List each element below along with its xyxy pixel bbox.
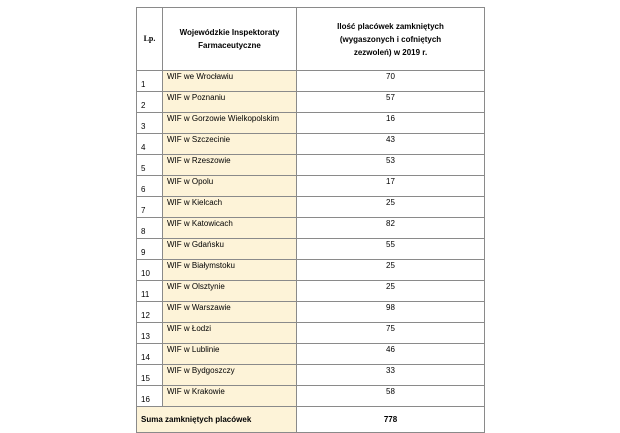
sum-row bbox=[137, 407, 485, 433]
row-inspectorate: WIF w Krakowie bbox=[163, 386, 297, 407]
row-inspectorate: WIF w Łodzi bbox=[163, 323, 297, 344]
row-closed-count: 70 bbox=[297, 71, 485, 92]
row-inspectorate: WIF w Kielcach bbox=[163, 197, 297, 218]
header-closed-count-line3: zezwoleń) w 2019 r. bbox=[353, 47, 428, 57]
row-closed-count: 55 bbox=[297, 239, 485, 260]
row-inspectorate: WIF we Wrocławiu bbox=[163, 71, 297, 92]
header-inspectorate-line2: Farmaceutyczne bbox=[198, 41, 261, 50]
table-header-row bbox=[137, 8, 485, 71]
row-closed-count: 46 bbox=[297, 344, 485, 365]
header-closed-count-line1: Ilość placówek zamkniętych bbox=[337, 21, 444, 31]
table-row bbox=[137, 113, 485, 134]
row-closed-count: 58 bbox=[297, 386, 485, 407]
row-closed-count: 25 bbox=[297, 260, 485, 281]
table-row bbox=[137, 197, 485, 218]
row-inspectorate: WIF w Opolu bbox=[163, 176, 297, 197]
table-row bbox=[137, 71, 485, 92]
row-inspectorate: WIF w Rzeszowie bbox=[163, 155, 297, 176]
row-closed-count: 57 bbox=[297, 92, 485, 113]
row-lp: 13 bbox=[137, 323, 163, 344]
row-inspectorate: WIF w Białymstoku bbox=[163, 260, 297, 281]
table-row bbox=[137, 92, 485, 113]
row-inspectorate: WIF w Katowicach bbox=[163, 218, 297, 239]
table-row bbox=[137, 218, 485, 239]
row-closed-count: 98 bbox=[297, 302, 485, 323]
row-closed-count: 17 bbox=[297, 176, 485, 197]
row-closed-count: 16 bbox=[297, 113, 485, 134]
header-closed-count-line2: (wygaszonych i cofniętych bbox=[339, 34, 442, 44]
sum-value: 778 bbox=[297, 407, 485, 433]
row-lp: 7 bbox=[137, 197, 163, 218]
table-row bbox=[137, 365, 485, 386]
row-closed-count: 25 bbox=[297, 197, 485, 218]
header-lp: Lp. bbox=[137, 8, 163, 71]
row-inspectorate: WIF w Olsztynie bbox=[163, 281, 297, 302]
table-row bbox=[137, 386, 485, 407]
table-row bbox=[137, 302, 485, 323]
row-closed-count: 75 bbox=[297, 323, 485, 344]
row-inspectorate: WIF w Gorzowie Wielkopolskim bbox=[163, 113, 297, 134]
row-closed-count: 43 bbox=[297, 134, 485, 155]
row-lp: 11 bbox=[137, 281, 163, 302]
row-closed-count: 53 bbox=[297, 155, 485, 176]
header-inspectorate-line1: Wojewódzkie Inspektoraty bbox=[179, 28, 280, 37]
row-lp: 3 bbox=[137, 113, 163, 134]
row-inspectorate: WIF w Szczecinie bbox=[163, 134, 297, 155]
table-row bbox=[137, 134, 485, 155]
row-lp: 14 bbox=[137, 344, 163, 365]
row-inspectorate: WIF w Gdańsku bbox=[163, 239, 297, 260]
row-inspectorate: WIF w Bydgoszczy bbox=[163, 365, 297, 386]
table-row bbox=[137, 176, 485, 197]
row-lp: 5 bbox=[137, 155, 163, 176]
row-lp: 15 bbox=[137, 365, 163, 386]
row-lp: 9 bbox=[137, 239, 163, 260]
table-row bbox=[137, 260, 485, 281]
row-lp: 8 bbox=[137, 218, 163, 239]
closed-pharmacies-table-container bbox=[136, 7, 484, 433]
row-closed-count: 25 bbox=[297, 281, 485, 302]
row-lp: 1 bbox=[137, 71, 163, 92]
row-lp: 12 bbox=[137, 302, 163, 323]
table-row bbox=[137, 344, 485, 365]
row-inspectorate: WIF w Lublinie bbox=[163, 344, 297, 365]
row-lp: 2 bbox=[137, 92, 163, 113]
row-closed-count: 82 bbox=[297, 218, 485, 239]
row-lp: 16 bbox=[137, 386, 163, 407]
table-row bbox=[137, 323, 485, 344]
row-inspectorate: WIF w Warszawie bbox=[163, 302, 297, 323]
row-lp: 6 bbox=[137, 176, 163, 197]
row-lp: 4 bbox=[137, 134, 163, 155]
header-closed-count bbox=[297, 8, 485, 71]
table-row bbox=[137, 281, 485, 302]
row-closed-count: 33 bbox=[297, 365, 485, 386]
table-row bbox=[137, 239, 485, 260]
header-inspectorate bbox=[163, 8, 297, 71]
closed-pharmacies-table bbox=[136, 7, 485, 433]
sum-label: Suma zamkniętych placówek bbox=[137, 407, 297, 433]
row-inspectorate: WIF w Poznaniu bbox=[163, 92, 297, 113]
table-row bbox=[137, 155, 485, 176]
row-lp: 10 bbox=[137, 260, 163, 281]
